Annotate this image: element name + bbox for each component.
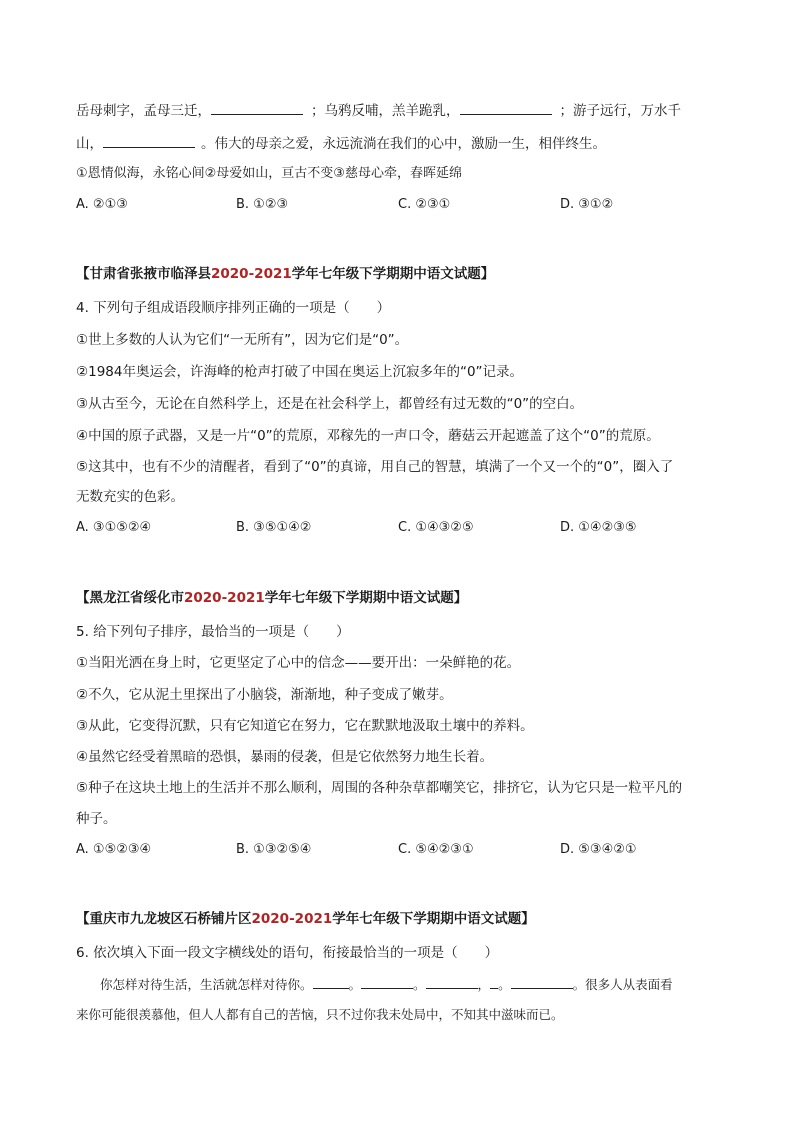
passage-text: 。很多人从表面看 [572,977,673,992]
q5-option-d: D. ⑤③④②① [560,842,637,857]
q3-option-d: D. ③①② [560,197,614,212]
q5-sentence-5-cont: 种子。 [76,811,117,827]
q4-option-c: C. ①④③②⑤ [398,520,474,535]
q4-option-b: B. ③⑤①④② [236,520,312,535]
answer-blank [313,974,349,989]
passage-text: 你怎样对待生活，生活就怎样对待你。 [100,977,313,992]
q4-sentence-3: ③从古至今，无论在自然科学上，还是在社会科学上，都曾经有过无数的“0”的空白。 [76,396,584,412]
q4-sentence-2: ②1984年奥运会，许海峰的枪声打破了中国在奥运上沉寂多年的“0”记录。 [76,364,524,380]
q5-sentence-1: ①当阳光洒在身上时，它更坚定了心中的信念——要开出：一朵鲜艳的花。 [76,655,521,671]
q3-option-c: C. ②③① [398,197,451,212]
source-year: 2020-2021 [184,590,265,606]
q5-sentence-5: ⑤种子在这块土地上的生活并不那么顺利，周围的各种杂草都嘲笑它，排挤它，认为它只是一粒平凡的 [76,780,683,796]
source-year: 2020-2021 [251,911,333,927]
answer-blank [490,974,498,989]
q6-passage-line-2: 来你可能很羡慕他，但人人都有自己的苦恼，只不过你我未处局中，不知其中滋味而已。 [76,1007,564,1022]
q3-text: ；乌鸦反哺，羔羊跪乳， [311,103,460,119]
passage-text: 。 [348,977,362,992]
q3-line-2 [76,133,606,154]
source-text: 【甘肃省张掖市临泽县 [76,266,211,282]
q5-stem: 5. 给下列句子排序，最恰当的一项是（ ） [76,624,350,640]
q4-stem: 4. 下列句子组成语段顺序排列正确的一项是（ ） [76,300,391,316]
q6-passage-line-1 [100,974,673,995]
answer-blank [211,100,303,115]
q3-text: ；游子远行，万水千 [559,103,681,119]
passage-text: ， [477,977,491,992]
q3-option-b: B. ①②③ [236,197,289,212]
q6-stem: 6. 依次填入下面一段文字横线处的语句，衔接最恰当的一项是（ ） [76,945,499,961]
q4-option-a: A. ③①⑤②④ [76,520,152,535]
q5-sentence-4: ④虽然它经受着黑暗的恐惧，暴雨的侵袭，但是它依然努力地生长着。 [76,749,494,765]
q5-option-b: B. ①③②⑤④ [236,842,312,857]
q4-source [76,262,494,282]
q3-line-1 [76,100,681,121]
q3-choices: ①恩情似海，永铭心间②母爱如山，亘古不变③慈母心牵，春晖延绵 [76,166,462,181]
answer-blank [103,133,195,148]
source-text: 学年七年级下学期期中语文试题】 [264,590,468,606]
q5-source [76,586,467,606]
answer-blank [361,974,413,989]
source-text: 学年七年级下学期期中语文试题】 [291,266,495,282]
q5-option-a: A. ①⑤②③④ [76,842,152,857]
q5-option-c: C. ⑤④②③① [398,842,474,857]
source-year: 2020-2021 [211,266,292,282]
q5-sentence-3: ③从此，它变得沉默，只有它知道它在努力，它在默默地汲取土壤中的养料。 [76,718,534,734]
q6-source [76,907,535,927]
passage-text: 。 [413,977,426,992]
q4-sentence-4: ④中国的原子武器，又是一片“0”的荒原，邓稼先的一声口令，蘑菇云开起遮盖了这个“0”的荒原。 [76,428,660,444]
q4-sentence-5: ⑤这其中，也有不少的清醒者，看到了“0”的真谛，用自己的智慧，填满了一个又一个的“0”，圈入了 [76,459,674,475]
q3-text: 山， [76,136,103,152]
q3-option-a: A. ②①③ [76,197,128,212]
q4-option-d: D. ①④②③⑤ [560,520,637,535]
answer-blank [460,100,552,115]
passage-text: 。 [498,977,511,992]
source-text: 【重庆市九龙坡区石桥铺片区 [76,911,252,927]
q5-sentence-2: ②不久，它从泥土里探出了小脑袋，渐渐地，种子变成了嫩芽。 [76,687,453,703]
answer-blank [511,974,573,989]
answer-blank [426,974,478,989]
source-text: 【黑龙江省绥化市 [76,590,184,606]
q3-text: 岳母刺字，孟母三迁， [76,103,211,119]
q3-text: 。伟大的母亲之爱，永远流淌在我们的心中，激励一生，相伴终生。 [201,136,606,152]
q4-sentence-1: ①世上多数的人认为它们“一无所有”，因为它们是“0”。 [76,332,409,348]
source-text: 学年七年级下学期期中语文试题】 [332,911,535,927]
q4-sentence-5-cont: 无数充实的色彩。 [76,489,184,505]
